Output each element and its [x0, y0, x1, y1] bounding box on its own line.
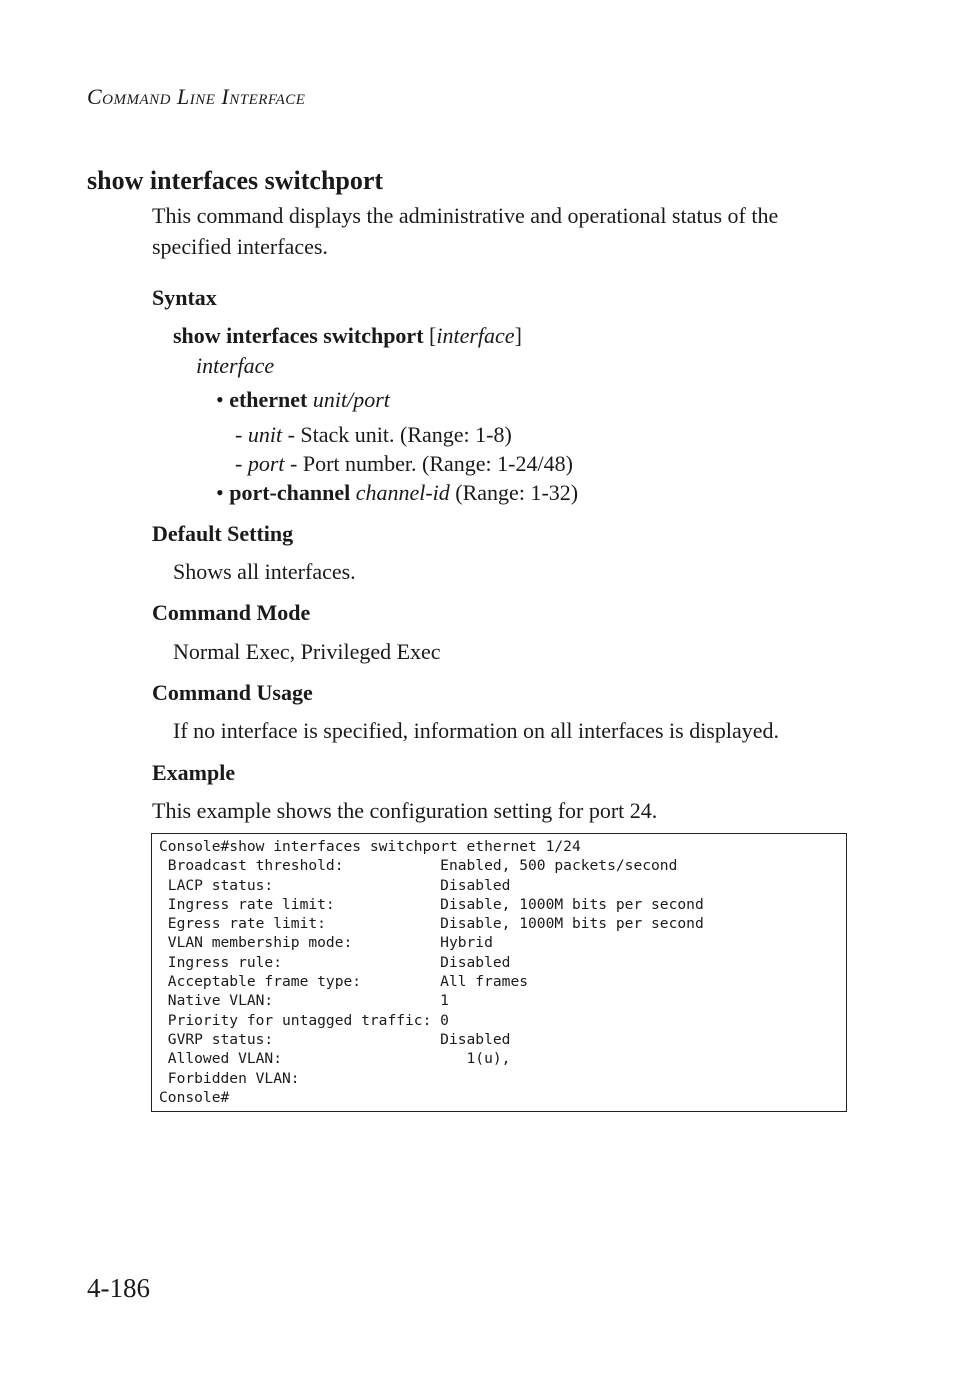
syntax-heading: Syntax — [152, 285, 217, 310]
sub-option-term: unit — [247, 422, 283, 447]
dash-marker: - — [235, 422, 248, 447]
dash-marker: - — [235, 451, 248, 476]
sub-option-text: - Stack unit. (Range: 1-8) — [282, 422, 512, 447]
example-text: This example shows the configuration setting for port 24. — [152, 798, 658, 823]
parameter-option-port-channel — [216, 477, 578, 508]
sub-option-port — [235, 448, 573, 479]
option-keyword: port-channel — [229, 480, 351, 505]
default-setting-text: Shows all interfaces. — [173, 559, 356, 584]
page-number: 4-186 — [87, 1273, 150, 1303]
option-keyword: ethernet — [229, 387, 308, 412]
code-line: Native VLAN: 1 — [159, 992, 449, 1010]
code-line: Ingress rate limit: Disable, 1000M bits per second — [159, 895, 704, 913]
code-line: VLAN membership mode: Hybrid — [159, 934, 493, 952]
section-description: This command displays the administrative and operational status of the specified interfaces. — [152, 203, 779, 259]
code-line: Acceptable frame type: All frames — [159, 973, 529, 991]
sub-option-term: port — [247, 451, 285, 476]
code-line: Forbidden VLAN: — [159, 1069, 300, 1087]
code-example-box — [151, 833, 847, 1112]
example-heading: Example — [152, 760, 236, 785]
code-line: Priority for untagged traffic: 0 — [159, 1011, 449, 1029]
sub-option-text: - Port number. (Range: 1-24/48) — [284, 451, 573, 476]
parameter-name: interface — [196, 353, 275, 378]
syntax-command-keyword: show interfaces switchport — [173, 323, 424, 348]
default-setting-heading: Default Setting — [152, 521, 294, 546]
syntax-bracket-open: [ — [423, 323, 437, 348]
syntax-bracket-close: ] — [514, 323, 522, 348]
code-line: LACP status: Disabled — [159, 876, 511, 894]
option-args: channel-id — [350, 480, 450, 505]
code-line: Egress rate limit: Disable, 1000M bits per second — [159, 915, 704, 933]
syntax-command — [173, 320, 522, 351]
code-line: Ingress rule: Disabled — [159, 953, 511, 971]
code-line: GVRP status: Disabled — [159, 1030, 511, 1048]
bullet-marker: • — [216, 480, 230, 505]
command-usage-text: If no interface is specified, information on all interfaces is displayed. — [173, 718, 780, 743]
parameter-option-ethernet — [216, 384, 390, 415]
option-text: (Range: 1-32) — [449, 480, 579, 505]
syntax-argument: interface — [436, 323, 515, 348]
code-line: Console#show interfaces switchport ethernet 1/24 — [159, 838, 581, 855]
code-line: Allowed VLAN: 1(u), — [159, 1050, 511, 1068]
code-line: Broadcast threshold: Enabled, 500 packets/second — [159, 857, 678, 875]
option-args: unit/port — [307, 387, 390, 412]
section-title: show interfaces switchport — [87, 166, 384, 195]
command-usage-heading: Command Usage — [152, 680, 313, 705]
command-mode-heading: Command Mode — [152, 600, 311, 625]
code-line: Console# — [159, 1088, 230, 1106]
sub-option-unit — [235, 419, 512, 450]
command-mode-text: Normal Exec, Privileged Exec — [173, 639, 441, 664]
running-header: Command Line Interface — [87, 84, 306, 109]
bullet-marker: • — [216, 387, 230, 412]
